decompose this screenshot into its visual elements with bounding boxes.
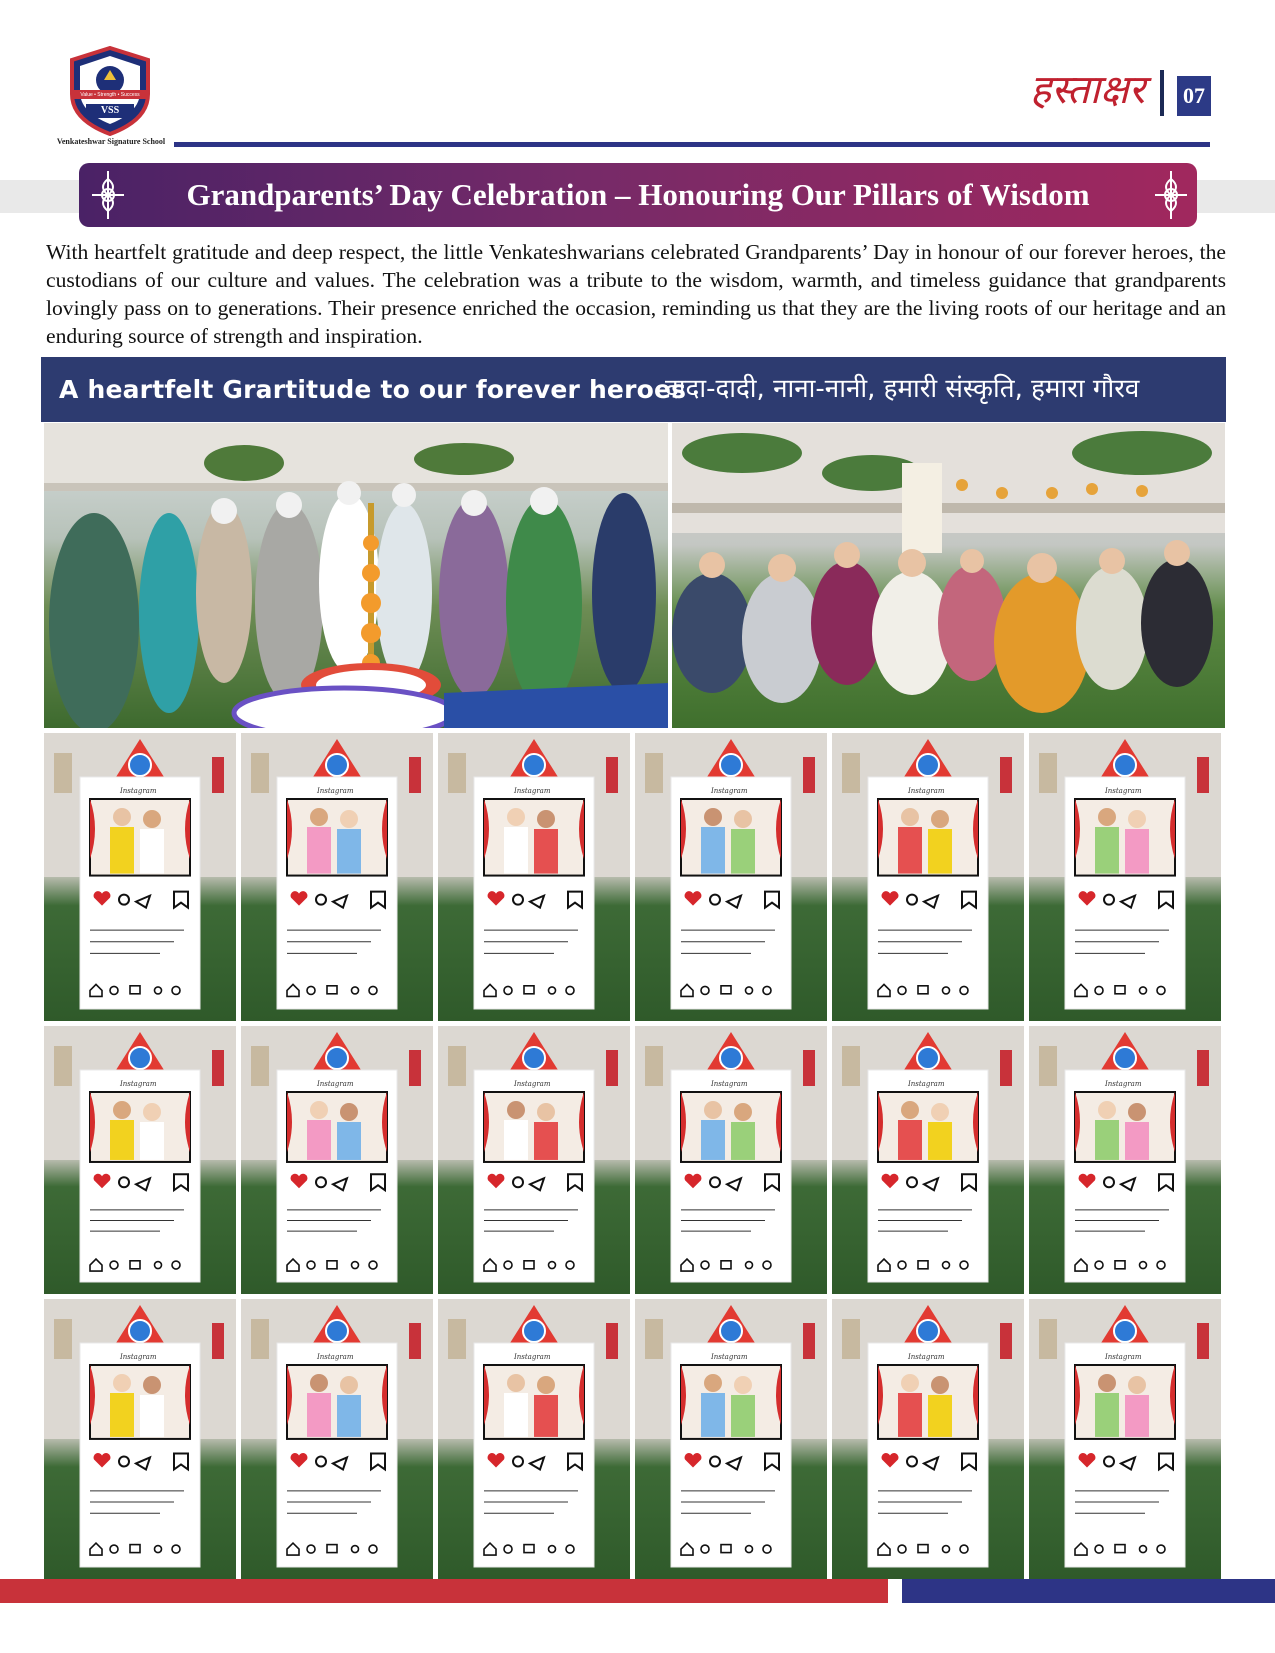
booth-photo (438, 1299, 630, 1579)
booth-photo (438, 733, 630, 1021)
booth-photo (832, 1026, 1024, 1294)
svg-text:Instagram: Instagram (317, 1353, 354, 1361)
booth-photo (635, 1299, 827, 1579)
svg-text:Instagram: Instagram (514, 787, 551, 795)
booth-photo (1029, 1026, 1221, 1294)
svg-text:Instagram: Instagram (711, 787, 748, 795)
svg-text:Instagram: Instagram (711, 1080, 748, 1088)
logo-motto: Value • Strength • Success (80, 92, 140, 98)
svg-text:Instagram: Instagram (1105, 1353, 1142, 1361)
svg-text:Instagram: Instagram (711, 1353, 748, 1361)
svg-text:Instagram: Instagram (120, 1080, 157, 1088)
svg-text:Instagram: Instagram (908, 787, 945, 795)
audience-photo-icon (672, 423, 1225, 728)
svg-text:Instagram: Instagram (1105, 787, 1142, 795)
brand-wordmark: हस्ताक्षर (1030, 67, 1145, 113)
booth-photo (44, 1299, 236, 1579)
lamp-lighting-photo-icon (44, 423, 668, 728)
booth-photo (635, 733, 827, 1021)
svg-text:Instagram: Instagram (120, 787, 157, 795)
booth-photo (44, 733, 236, 1021)
booth-photo (44, 1026, 236, 1294)
booth-photo (832, 1299, 1024, 1579)
header-rule (174, 142, 1210, 147)
svg-text:Instagram: Instagram (1105, 1080, 1142, 1088)
svg-text:Instagram: Instagram (908, 1080, 945, 1088)
article-title: Grandparents’ Day Celebration – Honouring Our Pillars of Wisdom (186, 177, 1090, 212)
footer-bar-red (0, 1579, 888, 1603)
article-body: With heartfelt gratitude and deep respect, the little Venkateshwarians celebrated Grandparents’ Day in honour of our forever heroes, the custodians of our culture and values. The celebration was a tribute to the wisdom, warmth, and timeless guidance that grandparents lovingly pass on to generations. Their presence enriched the occasion, reminding us that they are the living roots of our heritage and an enduring source of strength and inspiration. (46, 240, 1226, 348)
svg-text:Instagram: Instagram (514, 1353, 551, 1361)
svg-text:Instagram: Instagram (514, 1080, 551, 1088)
svg-text:Instagram: Instagram (908, 1353, 945, 1361)
svg-text:Instagram: Instagram (120, 1353, 157, 1361)
booth-photo (1029, 733, 1221, 1021)
page-number: 07 (1177, 76, 1211, 116)
svg-text:Instagram: Instagram (317, 1080, 354, 1088)
logo-initials: VSS (100, 105, 120, 116)
booth-photo (635, 1026, 827, 1294)
subtitle-english: A heartfelt Grartitude to our forever heroes (59, 375, 687, 404)
school-logo (66, 46, 154, 136)
booth-photo (438, 1026, 630, 1294)
booth-photo (1029, 1299, 1221, 1579)
audience-photo (672, 423, 1225, 728)
lamp-lighting-photo (44, 423, 668, 728)
school-name: Venkateshwar Signature School (56, 137, 166, 146)
booth-photo (241, 733, 433, 1021)
booth-photo (241, 1026, 433, 1294)
footer-bar-blue (902, 1579, 1275, 1603)
booth-photo (832, 733, 1024, 1021)
subtitle-hindi: दादा-दादी, नाना-नानी, हमारी संस्कृति, हमारा गौरव (665, 374, 1140, 404)
svg-text:Instagram: Instagram (317, 787, 354, 795)
booth-photo (241, 1299, 433, 1579)
brand-separator (1160, 70, 1164, 116)
